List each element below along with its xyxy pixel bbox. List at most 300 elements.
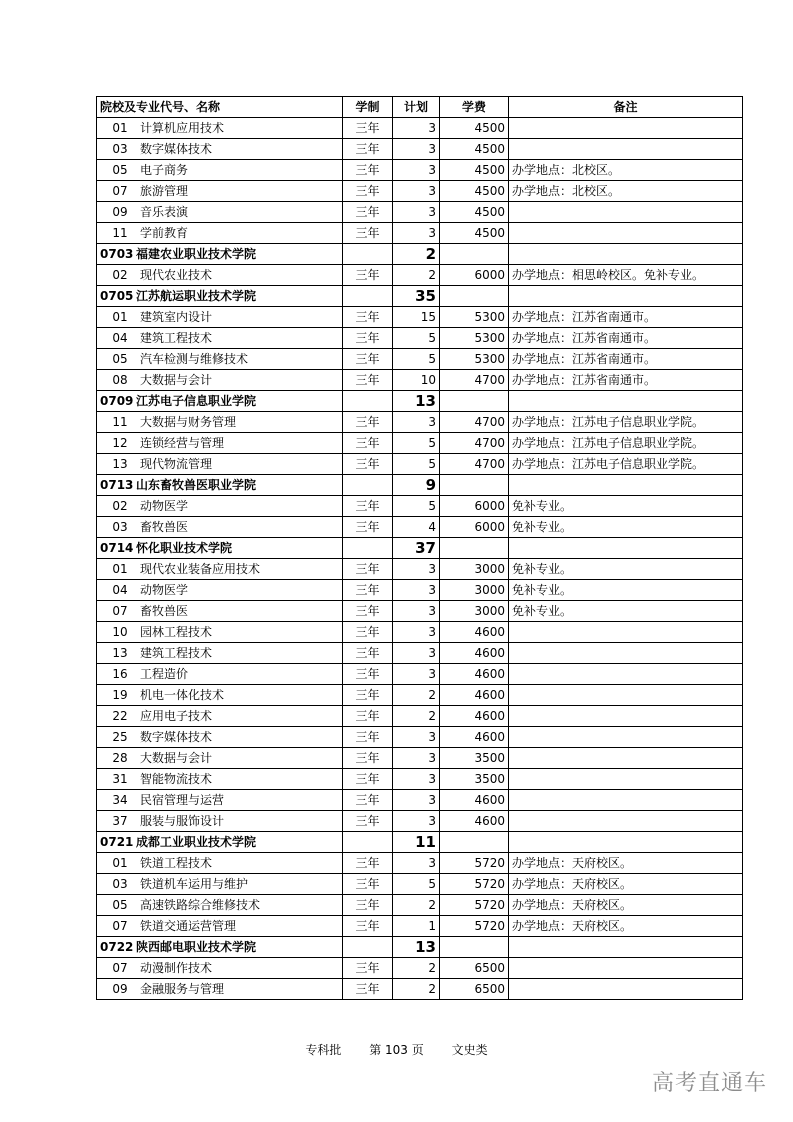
major-row: [97, 664, 743, 685]
school-fee-cell: [440, 286, 509, 307]
major-fee: 6500: [440, 979, 509, 1000]
major-cell: [97, 769, 343, 790]
major-fee: 6000: [440, 265, 509, 286]
major-note: 免补专业。: [509, 517, 743, 538]
major-name: 旅游管理: [140, 184, 189, 198]
major-note: 办学地点：天府校区。: [509, 874, 743, 895]
major-name: 现代物流管理: [140, 457, 213, 471]
major-row: [97, 223, 743, 244]
major-cell: [97, 496, 343, 517]
school-code: 0709: [100, 394, 134, 408]
major-plan: 3: [393, 412, 440, 433]
major-fee: 4600: [440, 685, 509, 706]
major-code: 31: [112, 772, 128, 786]
major-cell: [97, 349, 343, 370]
major-note: [509, 139, 743, 160]
major-name: 大数据与财务管理: [140, 415, 237, 429]
major-code: 01: [112, 562, 128, 576]
school-cell: [97, 538, 343, 559]
major-plan: 3: [393, 643, 440, 664]
major-xuezhi: 三年: [343, 433, 393, 454]
major-name: 高速铁路综合维修技术: [140, 898, 261, 912]
major-note: 办学地点：江苏省南通市。: [509, 307, 743, 328]
major-plan: 3: [393, 559, 440, 580]
major-code: 11: [112, 415, 128, 429]
major-cell: [97, 811, 343, 832]
major-xuezhi: 三年: [343, 979, 393, 1000]
school-cell: [97, 475, 343, 496]
major-xuezhi: 三年: [343, 874, 393, 895]
major-note: 办学地点：天府校区。: [509, 916, 743, 937]
major-fee: 4700: [440, 412, 509, 433]
school-plan: 11: [393, 832, 440, 853]
major-fee: 3000: [440, 559, 509, 580]
major-code: 03: [112, 520, 128, 534]
major-note: [509, 811, 743, 832]
major-code: 05: [112, 352, 128, 366]
major-code: 16: [112, 667, 128, 681]
school-note-cell: [509, 244, 743, 265]
major-plan: 3: [393, 748, 440, 769]
watermark: 高考直通车: [651, 1071, 767, 1096]
major-xuezhi: 三年: [343, 601, 393, 622]
major-fee: 5720: [440, 895, 509, 916]
major-cell: [97, 307, 343, 328]
major-name: 畜牧兽医: [140, 520, 189, 534]
major-cell: [97, 517, 343, 538]
school-name: 陕西邮电职业技术学院: [136, 940, 257, 954]
major-cell: [97, 559, 343, 580]
major-fee: 5300: [440, 349, 509, 370]
school-name: 江苏航运职业技术学院: [136, 289, 257, 303]
major-row: [97, 958, 743, 979]
major-row: [97, 853, 743, 874]
major-xuezhi: 三年: [343, 412, 393, 433]
major-cell: [97, 202, 343, 223]
major-cell: [97, 454, 343, 475]
major-fee: 4700: [440, 454, 509, 475]
major-name: 应用电子技术: [140, 709, 213, 723]
major-plan: 3: [393, 769, 440, 790]
major-xuezhi: 三年: [343, 559, 393, 580]
major-name: 建筑室内设计: [140, 310, 213, 324]
major-name: 民宿管理与运营: [140, 793, 225, 807]
school-row: [97, 391, 743, 412]
major-note: [509, 790, 743, 811]
major-name: 园林工程技术: [140, 625, 213, 639]
major-plan: 5: [393, 454, 440, 475]
school-fee-cell: [440, 475, 509, 496]
major-xuezhi: 三年: [343, 727, 393, 748]
major-code: 03: [112, 877, 128, 891]
school-row: [97, 538, 743, 559]
major-row: [97, 769, 743, 790]
major-name: 建筑工程技术: [140, 331, 213, 345]
major-xuezhi: 三年: [343, 349, 393, 370]
major-note: 办学地点：江苏电子信息职业学院。: [509, 412, 743, 433]
major-fee: 4600: [440, 664, 509, 685]
major-xuezhi: 三年: [343, 118, 393, 139]
major-name: 动物医学: [140, 499, 189, 513]
major-xuezhi: 三年: [343, 580, 393, 601]
major-code: 04: [112, 583, 128, 597]
major-row: [97, 328, 743, 349]
major-name: 数字媒体技术: [140, 142, 213, 156]
major-note: 办学地点：江苏省南通市。: [509, 349, 743, 370]
major-plan: 3: [393, 160, 440, 181]
major-name: 机电一体化技术: [140, 688, 225, 702]
school-note-cell: [509, 832, 743, 853]
major-row: [97, 811, 743, 832]
major-note: [509, 685, 743, 706]
major-row: [97, 160, 743, 181]
major-plan: 3: [393, 181, 440, 202]
major-cell: [97, 160, 343, 181]
major-note: [509, 748, 743, 769]
major-xuezhi: 三年: [343, 622, 393, 643]
major-name: 数字媒体技术: [140, 730, 213, 744]
major-code: 03: [112, 142, 128, 156]
major-cell: [97, 118, 343, 139]
major-plan: 3: [393, 139, 440, 160]
major-name: 汽车检测与维修技术: [140, 352, 249, 366]
major-xuezhi: 三年: [343, 160, 393, 181]
major-name: 电子商务: [140, 163, 189, 177]
major-xuezhi: 三年: [343, 496, 393, 517]
major-row: [97, 307, 743, 328]
major-xuezhi: 三年: [343, 202, 393, 223]
major-row: [97, 916, 743, 937]
major-fee: 4600: [440, 706, 509, 727]
major-fee: 4700: [440, 433, 509, 454]
major-note: 办学地点：天府校区。: [509, 895, 743, 916]
major-note: 免补专业。: [509, 559, 743, 580]
major-cell: [97, 223, 343, 244]
major-fee: 5300: [440, 307, 509, 328]
major-cell: [97, 601, 343, 622]
major-fee: 3000: [440, 601, 509, 622]
major-plan: 3: [393, 727, 440, 748]
major-plan: 5: [393, 328, 440, 349]
major-row: [97, 139, 743, 160]
major-xuezhi: 三年: [343, 664, 393, 685]
major-code: 02: [112, 499, 128, 513]
major-cell: [97, 139, 343, 160]
school-cell: [97, 244, 343, 265]
major-note: [509, 643, 743, 664]
major-row: [97, 979, 743, 1000]
footer-batch: 专科批: [305, 1043, 342, 1057]
school-plan: 35: [393, 286, 440, 307]
major-name: 智能物流技术: [140, 772, 213, 786]
school-name: 怀化职业技术学院: [136, 541, 233, 555]
major-fee: 3500: [440, 769, 509, 790]
school-xuezhi-cell: [343, 937, 393, 958]
school-row: [97, 832, 743, 853]
major-name: 服装与服饰设计: [140, 814, 225, 828]
major-plan: 3: [393, 601, 440, 622]
school-code: 0703: [100, 247, 134, 261]
major-code: 13: [112, 457, 128, 471]
major-row: [97, 601, 743, 622]
major-name: 计算机应用技术: [140, 121, 225, 135]
major-plan: 3: [393, 853, 440, 874]
major-name: 大数据与会计: [140, 373, 213, 387]
major-code: 34: [112, 793, 128, 807]
major-plan: 3: [393, 811, 440, 832]
major-xuezhi: 三年: [343, 370, 393, 391]
school-plan: 2: [393, 244, 440, 265]
major-name: 铁道机车运用与维护: [140, 877, 249, 891]
major-note: [509, 202, 743, 223]
major-code: 13: [112, 646, 128, 660]
major-note: [509, 223, 743, 244]
school-fee-cell: [440, 244, 509, 265]
major-row: [97, 181, 743, 202]
major-cell: [97, 622, 343, 643]
major-code: 01: [112, 856, 128, 870]
major-name: 现代农业装备应用技术: [140, 562, 261, 576]
major-note: [509, 622, 743, 643]
major-row: [97, 202, 743, 223]
school-plan: 37: [393, 538, 440, 559]
school-name: 江苏电子信息职业学院: [136, 394, 257, 408]
major-plan: 4: [393, 517, 440, 538]
school-plan: 9: [393, 475, 440, 496]
page-footer: [0, 1041, 793, 1058]
major-fee: 5720: [440, 874, 509, 895]
major-xuezhi: 三年: [343, 181, 393, 202]
major-cell: [97, 874, 343, 895]
school-xuezhi-cell: [343, 538, 393, 559]
major-fee: 4600: [440, 727, 509, 748]
major-note: [509, 958, 743, 979]
major-fee: 4500: [440, 160, 509, 181]
major-code: 07: [112, 919, 128, 933]
school-note-cell: [509, 391, 743, 412]
major-plan: 3: [393, 622, 440, 643]
major-cell: [97, 370, 343, 391]
major-code: 37: [112, 814, 128, 828]
major-xuezhi: 三年: [343, 265, 393, 286]
school-note-cell: [509, 538, 743, 559]
major-note: 办学地点：江苏电子信息职业学院。: [509, 433, 743, 454]
major-plan: 3: [393, 790, 440, 811]
table-header-row: [97, 97, 743, 118]
school-code: 0721: [100, 835, 134, 849]
major-fee: 6000: [440, 496, 509, 517]
school-name: 成都工业职业技术学院: [136, 835, 257, 849]
school-name: 山东畜牧兽医职业学院: [136, 478, 257, 492]
major-note: 免补专业。: [509, 496, 743, 517]
header-name: 院校及专业代号、名称: [97, 97, 343, 118]
major-fee: 4600: [440, 790, 509, 811]
major-cell: [97, 727, 343, 748]
major-code: 01: [112, 121, 128, 135]
major-row: [97, 748, 743, 769]
school-row: [97, 475, 743, 496]
major-row: [97, 412, 743, 433]
major-plan: 2: [393, 706, 440, 727]
major-note: [509, 118, 743, 139]
school-xuezhi-cell: [343, 391, 393, 412]
school-plan: 13: [393, 391, 440, 412]
major-plan: 1: [393, 916, 440, 937]
major-xuezhi: 三年: [343, 748, 393, 769]
school-fee-cell: [440, 538, 509, 559]
major-code: 01: [112, 310, 128, 324]
school-xuezhi-cell: [343, 475, 393, 496]
major-cell: [97, 706, 343, 727]
major-fee: 4700: [440, 370, 509, 391]
major-row: [97, 790, 743, 811]
school-cell: [97, 391, 343, 412]
major-row: [97, 349, 743, 370]
major-cell: [97, 328, 343, 349]
school-xuezhi-cell: [343, 832, 393, 853]
major-xuezhi: 三年: [343, 307, 393, 328]
school-row: [97, 937, 743, 958]
major-name: 动漫制作技术: [140, 961, 213, 975]
major-plan: 5: [393, 433, 440, 454]
major-row: [97, 643, 743, 664]
major-cell: [97, 790, 343, 811]
major-plan: 2: [393, 979, 440, 1000]
major-cell: [97, 979, 343, 1000]
major-plan: 2: [393, 958, 440, 979]
major-code: 05: [112, 163, 128, 177]
major-xuezhi: 三年: [343, 517, 393, 538]
major-code: 05: [112, 898, 128, 912]
major-note: [509, 979, 743, 1000]
major-xuezhi: 三年: [343, 811, 393, 832]
header-xuezhi: 学制: [343, 97, 393, 118]
major-plan: 2: [393, 685, 440, 706]
school-cell: [97, 286, 343, 307]
major-code: 07: [112, 604, 128, 618]
school-code: 0713: [100, 478, 134, 492]
major-name: 建筑工程技术: [140, 646, 213, 660]
school-code: 0714: [100, 541, 134, 555]
major-cell: [97, 685, 343, 706]
major-xuezhi: 三年: [343, 916, 393, 937]
school-row: [97, 244, 743, 265]
major-note: [509, 727, 743, 748]
major-row: [97, 265, 743, 286]
major-note: 办学地点：相思岭校区。免补专业。: [509, 265, 743, 286]
major-code: 07: [112, 184, 128, 198]
major-xuezhi: 三年: [343, 706, 393, 727]
major-fee: 4500: [440, 139, 509, 160]
major-cell: [97, 181, 343, 202]
major-name: 学前教育: [140, 226, 189, 240]
major-note: 免补专业。: [509, 601, 743, 622]
major-fee: 4500: [440, 223, 509, 244]
school-name: 福建农业职业技术学院: [136, 247, 257, 261]
major-row: [97, 685, 743, 706]
major-code: 22: [112, 709, 128, 723]
major-code: 02: [112, 268, 128, 282]
school-note-cell: [509, 475, 743, 496]
major-cell: [97, 895, 343, 916]
major-note: [509, 769, 743, 790]
major-plan: 3: [393, 580, 440, 601]
school-fee-cell: [440, 391, 509, 412]
major-fee: 4600: [440, 622, 509, 643]
major-row: [97, 874, 743, 895]
major-note: 办学地点：江苏省南通市。: [509, 370, 743, 391]
major-code: 09: [112, 982, 128, 996]
major-plan: 3: [393, 118, 440, 139]
header-plan: 计划: [393, 97, 440, 118]
major-plan: 15: [393, 307, 440, 328]
major-name: 连锁经营与管理: [140, 436, 225, 450]
major-xuezhi: 三年: [343, 790, 393, 811]
major-cell: [97, 580, 343, 601]
major-fee: 4500: [440, 202, 509, 223]
major-row: [97, 580, 743, 601]
major-note: 办学地点：江苏电子信息职业学院。: [509, 454, 743, 475]
major-plan: 10: [393, 370, 440, 391]
major-cell: [97, 433, 343, 454]
major-xuezhi: 三年: [343, 454, 393, 475]
major-name: 畜牧兽医: [140, 604, 189, 618]
major-xuezhi: 三年: [343, 769, 393, 790]
major-name: 金融服务与管理: [140, 982, 225, 996]
major-plan: 2: [393, 265, 440, 286]
major-xuezhi: 三年: [343, 328, 393, 349]
major-cell: [97, 265, 343, 286]
major-name: 动物医学: [140, 583, 189, 597]
major-code: 09: [112, 205, 128, 219]
header-note: 备注: [509, 97, 743, 118]
major-row: [97, 895, 743, 916]
school-code: 0722: [100, 940, 134, 954]
major-row: [97, 622, 743, 643]
major-fee: 4600: [440, 811, 509, 832]
major-code: 04: [112, 331, 128, 345]
major-fee: 6500: [440, 958, 509, 979]
school-code: 0705: [100, 289, 134, 303]
major-cell: [97, 664, 343, 685]
major-plan: 3: [393, 223, 440, 244]
major-code: 07: [112, 961, 128, 975]
footer-category: 文史类: [451, 1043, 488, 1057]
table-body: [97, 118, 743, 1000]
major-plan: 5: [393, 349, 440, 370]
major-row: [97, 370, 743, 391]
major-row: [97, 118, 743, 139]
school-fee-cell: [440, 937, 509, 958]
major-name: 音乐表演: [140, 205, 189, 219]
major-cell: [97, 643, 343, 664]
major-note: [509, 706, 743, 727]
school-plan: 13: [393, 937, 440, 958]
major-code: 28: [112, 751, 128, 765]
school-xuezhi-cell: [343, 286, 393, 307]
major-note: 办学地点：北校区。: [509, 181, 743, 202]
major-code: 08: [112, 373, 128, 387]
school-row: [97, 286, 743, 307]
major-name: 现代农业技术: [140, 268, 213, 282]
major-note: 办学地点：北校区。: [509, 160, 743, 181]
major-code: 19: [112, 688, 128, 702]
school-note-cell: [509, 286, 743, 307]
major-fee: 5720: [440, 853, 509, 874]
major-fee: 3500: [440, 748, 509, 769]
major-note: 办学地点：天府校区。: [509, 853, 743, 874]
major-plan: 3: [393, 202, 440, 223]
